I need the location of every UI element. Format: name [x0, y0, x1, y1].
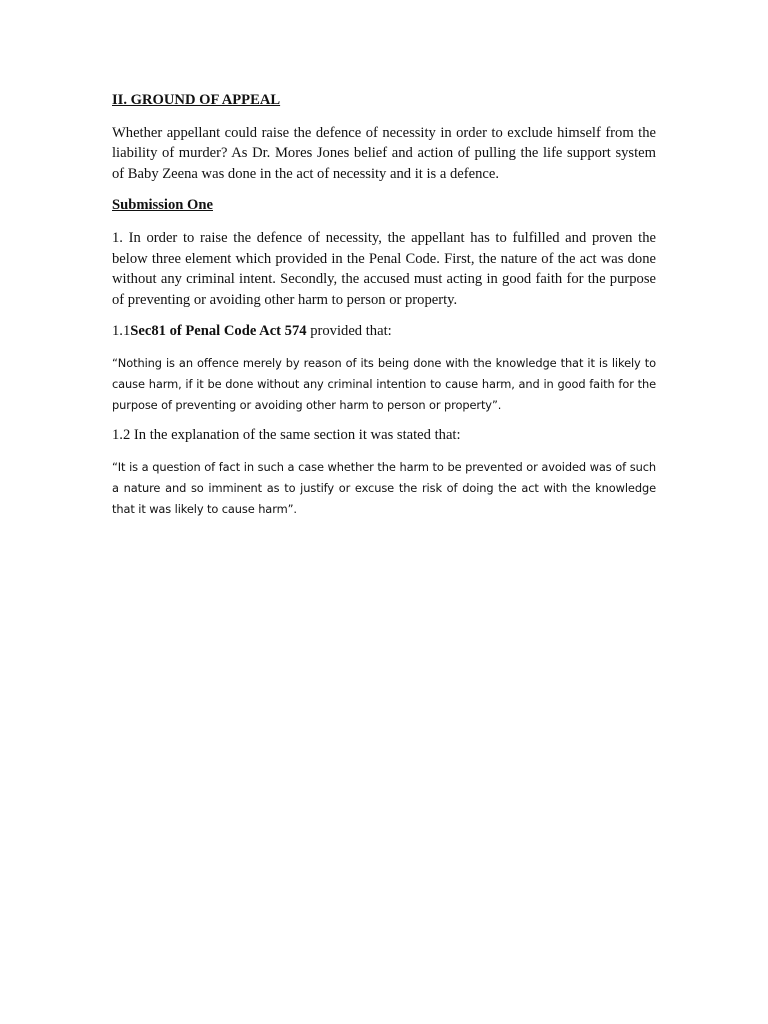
- intro-paragraph: Whether appellant could raise the defence of necessity in order to exclude himself from the liability of murder? As Dr. Mores Jones belief and action of pulling the life support system of Baby Zeena was done in the act of necessity and it is a defence.: [112, 124, 656, 182]
- point-1-1-prefix: 1.1: [112, 323, 131, 340]
- point-1-1-paragraph: [112, 321, 656, 342]
- submission-title: Submission One: [112, 197, 213, 214]
- section-heading: II. GROUND OF APPEAL: [112, 92, 281, 108]
- point-1-1-suffix: provided that:: [306, 323, 392, 340]
- quote-explanation: “It is a question of fact in such a case whether the harm to be prevented or avoided was of such a nature and so imminent as to justify or excuse the risk of doing the act with the knowledge that it was likely to cause harm”.: [112, 459, 656, 516]
- point-1-2-paragraph: 1.2 In the explanation of the same section it was stated that:: [112, 426, 461, 443]
- point-1-paragraph: 1. In order to raise the defence of necessity, the appellant has to fulfilled and proven the below three element which provided in the Penal Code. First, the nature of the act was done without any criminal intent. Secondly, the accused must acting in good faith for the purpose of preventing or avoiding other harm to person or property.: [112, 229, 656, 308]
- document-page: [112, 90, 656, 529]
- quote-section-81: “Nothing is an offence merely by reason of its being done with the knowledge that it is likely to cause harm, if it be done without any criminal intention to cause harm, and in good faith for the purpose of preventing or avoiding other harm to person or property”.: [112, 355, 656, 412]
- statute-reference: Sec81 of Penal Code Act 574: [130, 323, 307, 340]
